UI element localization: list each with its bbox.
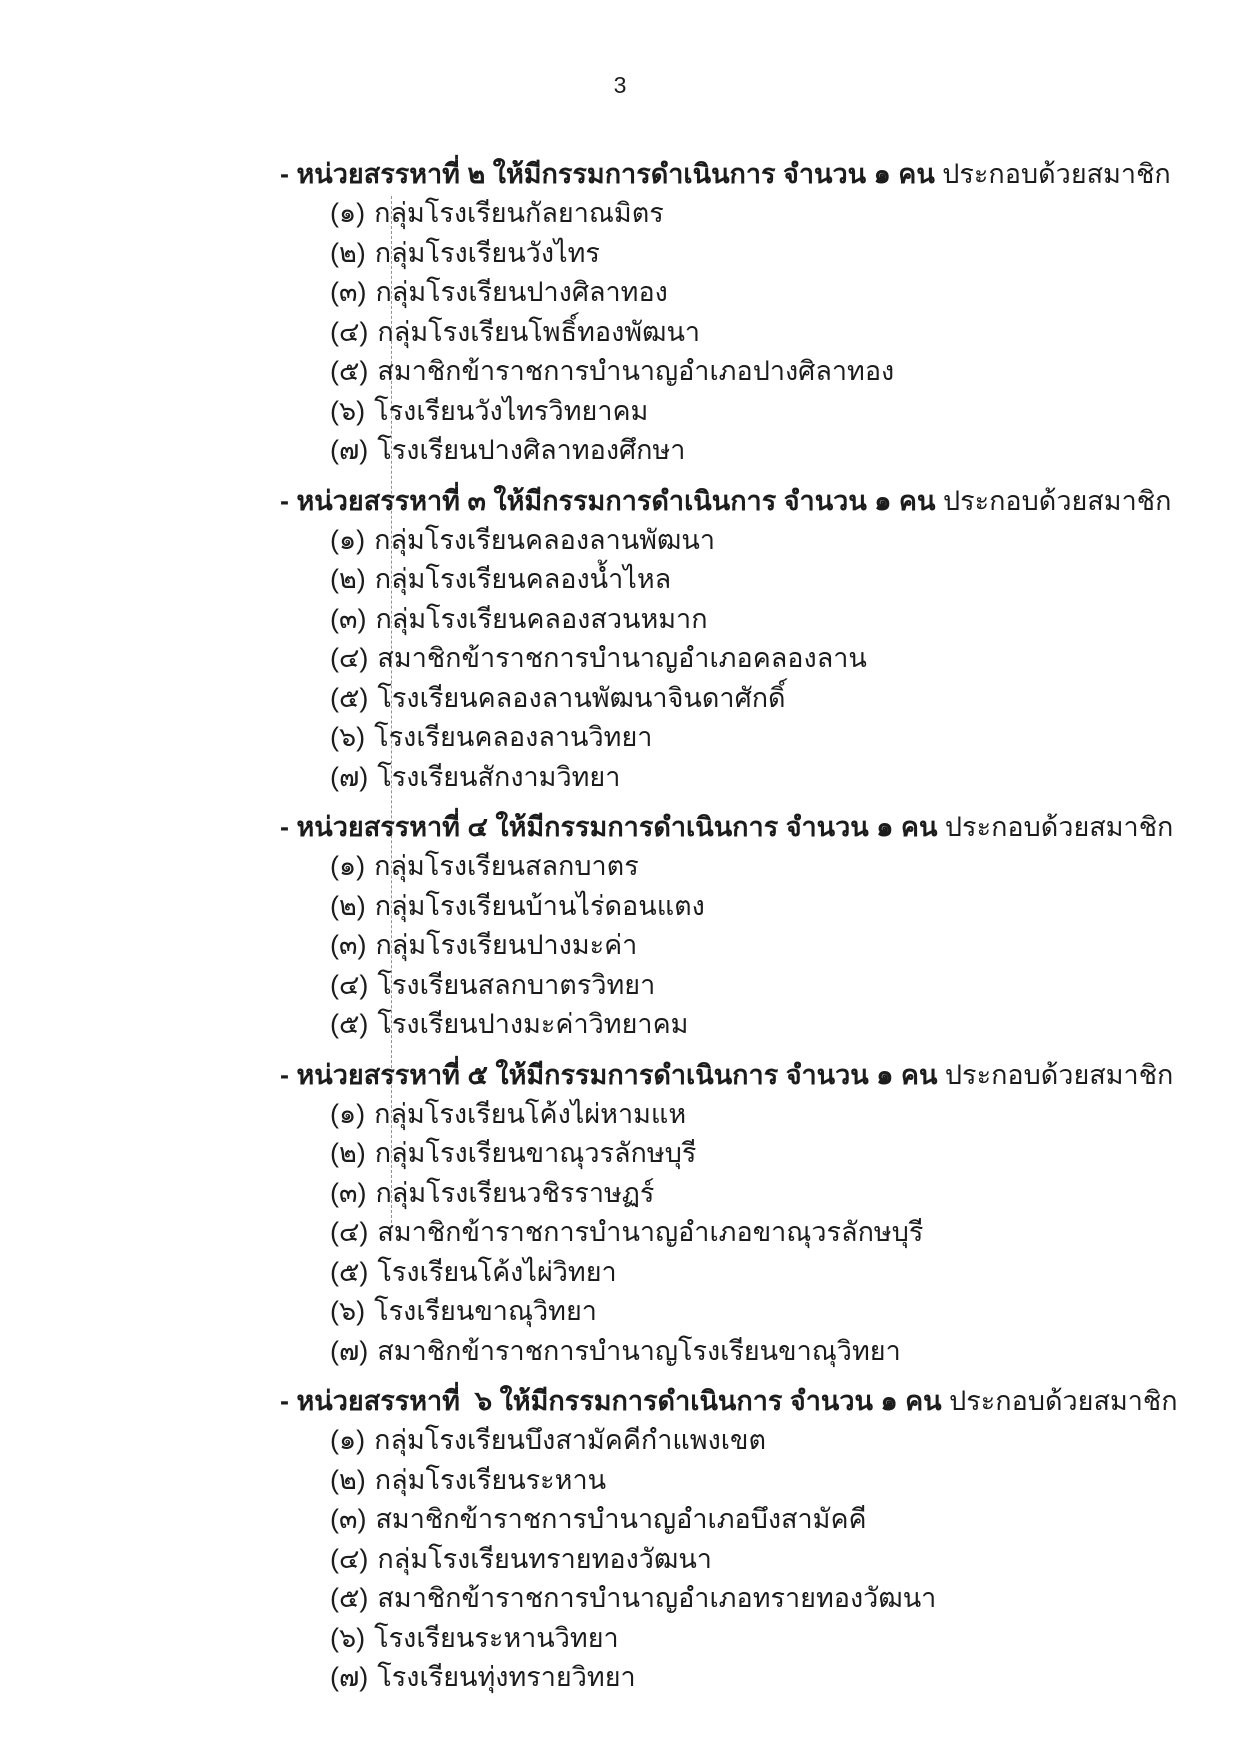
unit-item bbox=[330, 1213, 1240, 1253]
page-number: 3 bbox=[613, 72, 627, 98]
item-number: (๔) bbox=[330, 969, 369, 1000]
unit-item bbox=[330, 1461, 1240, 1501]
unit-item bbox=[330, 1658, 1240, 1698]
unit-heading bbox=[280, 155, 1200, 194]
document-content bbox=[0, 144, 1240, 1698]
unit-heading-suffix-text: ประกอบด้วยสมาชิก bbox=[934, 159, 1171, 189]
unit-section bbox=[0, 1045, 1240, 1372]
unit-item bbox=[330, 679, 1240, 719]
unit-heading-bold-text: - หน่วยสรรหาที่ ๔ ให้มีกรรมการดำเนินการ จำนวน ๑ คน bbox=[280, 812, 938, 842]
item-number: (๔) bbox=[330, 1543, 369, 1574]
item-number: (๖) bbox=[330, 1296, 366, 1326]
item-number: (๑) bbox=[330, 198, 366, 228]
item-text: กลุ่มโรงเรียนสลกบาตร bbox=[374, 851, 639, 881]
unit-heading-suffix-text: ประกอบด้วยสมาชิก bbox=[937, 812, 1174, 842]
item-text: กลุ่มโรงเรียนระหาน bbox=[374, 1464, 607, 1495]
item-number: (๑) bbox=[330, 1425, 366, 1455]
item-text: สมาชิกข้าราชการบำนาญอำเภอคลองลาน bbox=[377, 643, 867, 673]
unit-item bbox=[330, 313, 1240, 353]
item-text: กลุ่มโรงเรียนทรายทองวัฒนา bbox=[377, 1543, 712, 1574]
item-text: โรงเรียนขาณุวิทยา bbox=[374, 1296, 597, 1326]
unit-item bbox=[330, 194, 1240, 234]
item-number: (๓) bbox=[330, 603, 367, 634]
unit-item-list bbox=[0, 194, 1240, 471]
item-number: (๔) bbox=[330, 316, 369, 347]
unit-item bbox=[330, 1619, 1240, 1659]
unit-item bbox=[330, 639, 1240, 679]
item-text: โรงเรียนปางศิลาทองศึกษา bbox=[377, 435, 686, 465]
unit-heading bbox=[280, 808, 1200, 847]
unit-heading-suffix-text: ประกอบด้วยสมาชิก bbox=[937, 1059, 1174, 1090]
item-text: โรงเรียนสลกบาตรวิทยา bbox=[377, 969, 656, 1000]
item-text: กลุ่มโรงเรียนคลองน้ำไหล bbox=[374, 564, 672, 594]
item-number: (๕) bbox=[330, 1009, 369, 1039]
item-text: สมาชิกข้าราชการบำนาญอำเภอบึงสามัคคี bbox=[375, 1504, 867, 1534]
item-text: กลุ่มโรงเรียนปางมะค่า bbox=[375, 930, 638, 960]
unit-item bbox=[330, 758, 1240, 798]
unit-item bbox=[330, 966, 1240, 1006]
unit-item bbox=[330, 560, 1240, 600]
item-number: (๒) bbox=[330, 890, 366, 921]
unit-item bbox=[330, 718, 1240, 758]
item-number: (๕) bbox=[330, 1256, 369, 1287]
item-number: (๗) bbox=[330, 761, 369, 792]
unit-heading-bold-text: - หน่วยสรรหาที่ ๖ ให้มีกรรมการดำเนินการ จำนวน ๑ คน bbox=[280, 1386, 942, 1416]
item-number: (๓) bbox=[330, 277, 367, 307]
item-number: (๓) bbox=[330, 1177, 367, 1208]
item-number: (๒) bbox=[330, 564, 366, 594]
item-text: โรงเรียนสักงามวิทยา bbox=[377, 761, 621, 792]
unit-item bbox=[330, 1174, 1240, 1214]
item-number: (๗) bbox=[330, 435, 369, 465]
unit-heading bbox=[280, 1382, 1200, 1421]
item-number: (๗) bbox=[330, 1335, 369, 1366]
item-number: (๓) bbox=[330, 930, 367, 960]
unit-item bbox=[330, 1005, 1240, 1045]
unit-item bbox=[330, 234, 1240, 274]
unit-heading-suffix-text: ประกอบด้วยสมาชิก bbox=[941, 1386, 1178, 1416]
unit-item bbox=[330, 1332, 1240, 1372]
unit-item bbox=[330, 847, 1240, 887]
item-text: สมาชิกข้าราชการบำนาญโรงเรียนขาณุวิทยา bbox=[377, 1335, 901, 1366]
item-number: (๖) bbox=[330, 395, 366, 426]
unit-item-list bbox=[0, 847, 1240, 1045]
item-text: โรงเรียนวังไทรวิทยาคม bbox=[374, 395, 649, 426]
unit-heading-suffix-text: ประกอบด้วยสมาชิก bbox=[935, 485, 1172, 516]
unit-item bbox=[330, 521, 1240, 561]
unit-item bbox=[330, 392, 1240, 432]
unit-item bbox=[330, 1253, 1240, 1293]
item-number: (๕) bbox=[330, 682, 369, 713]
item-number: (๓) bbox=[330, 1504, 367, 1534]
item-text: โรงเรียนปางมะค่าวิทยาคม bbox=[377, 1009, 689, 1039]
item-number: (๖) bbox=[330, 722, 366, 752]
item-text: กลุ่มโรงเรียนโพธิ์ทองพัฒนา bbox=[377, 316, 701, 347]
item-text: กลุ่มโรงเรียนขาณุวรลักษบุรี bbox=[374, 1138, 697, 1168]
item-text: กลุ่มโรงเรียนโค้งไผ่หามแห bbox=[374, 1098, 687, 1129]
unit-heading bbox=[280, 482, 1200, 521]
item-number: (๗) bbox=[330, 1662, 369, 1692]
item-text: กลุ่มโรงเรียนบ้านไร่ดอนแตง bbox=[374, 890, 705, 921]
unit-item bbox=[330, 926, 1240, 966]
unit-item bbox=[330, 600, 1240, 640]
item-number: (๑) bbox=[330, 524, 366, 555]
unit-section bbox=[0, 797, 1240, 1045]
item-text: โรงเรียนคลองลานพัฒนาจินดาศักดิ์ bbox=[377, 682, 786, 713]
unit-item bbox=[330, 1500, 1240, 1540]
unit-heading-bold-text: - หน่วยสรรหาที่ ๕ ให้มีกรรมการดำเนินการ จำนวน ๑ คน bbox=[280, 1059, 938, 1090]
item-text: กลุ่มโรงเรียนกัลยาณมิตร bbox=[374, 198, 664, 228]
scan-artifact-dashed-line bbox=[391, 196, 392, 1228]
unit-heading bbox=[280, 1056, 1200, 1095]
unit-item bbox=[330, 887, 1240, 927]
unit-item-list bbox=[0, 1095, 1240, 1372]
unit-item bbox=[330, 352, 1240, 392]
unit-item-list bbox=[0, 521, 1240, 798]
item-number: (๔) bbox=[330, 643, 369, 673]
item-text: สมาชิกข้าราชการบำนาญอำเภอทรายทองวัฒนา bbox=[377, 1583, 937, 1613]
item-number: (๒) bbox=[330, 1138, 366, 1168]
item-number: (๒) bbox=[330, 1464, 366, 1495]
item-text: โรงเรียนโค้งไผ่วิทยา bbox=[377, 1256, 617, 1287]
item-number: (๑) bbox=[330, 1098, 366, 1129]
item-text: โรงเรียนทุ่งทรายวิทยา bbox=[377, 1662, 636, 1692]
item-text: กลุ่มโรงเรียนบึงสามัคคีกำแพงเขต bbox=[374, 1425, 767, 1455]
unit-section bbox=[0, 1371, 1240, 1698]
item-number: (๒) bbox=[330, 237, 366, 268]
unit-heading-bold-text: - หน่วยสรรหาที่ ๓ ให้มีกรรมการดำเนินการ จำนวน ๑ คน bbox=[280, 485, 936, 516]
unit-item bbox=[330, 1421, 1240, 1461]
item-text: กลุ่มโรงเรียนคลองสวนหมาก bbox=[375, 603, 708, 634]
unit-heading-bold-text: - หน่วยสรรหาที่ ๒ ให้มีกรรมการดำเนินการ จำนวน ๑ คน bbox=[280, 159, 935, 189]
item-text: กลุ่มโรงเรียนวชิรราษฏร์ bbox=[375, 1177, 655, 1208]
item-text: โรงเรียนระหานวิทยา bbox=[374, 1622, 619, 1653]
item-number: (๔) bbox=[330, 1217, 369, 1247]
item-number: (๕) bbox=[330, 356, 369, 386]
item-text: กลุ่มโรงเรียนคลองลานพัฒนา bbox=[374, 524, 715, 555]
item-text: กลุ่มโรงเรียนวังไทร bbox=[374, 237, 600, 268]
unit-section bbox=[0, 471, 1240, 798]
unit-item bbox=[330, 273, 1240, 313]
item-text: โรงเรียนคลองลานวิทยา bbox=[374, 722, 653, 752]
unit-item bbox=[330, 1540, 1240, 1580]
unit-item bbox=[330, 431, 1240, 471]
unit-item bbox=[330, 1134, 1240, 1174]
item-number: (๖) bbox=[330, 1622, 366, 1653]
unit-item bbox=[330, 1095, 1240, 1135]
item-number: (๕) bbox=[330, 1583, 369, 1613]
item-text: สมาชิกข้าราชการบำนาญอำเภอปางศิลาทอง bbox=[377, 356, 895, 386]
item-number: (๑) bbox=[330, 851, 366, 881]
item-text: กลุ่มโรงเรียนปางศิลาทอง bbox=[375, 277, 668, 307]
unit-section bbox=[0, 144, 1240, 471]
unit-item-list bbox=[0, 1421, 1240, 1698]
unit-item bbox=[330, 1292, 1240, 1332]
item-text: สมาชิกข้าราชการบำนาญอำเภอขาณุวรลักษบุรี bbox=[377, 1217, 924, 1247]
unit-item bbox=[330, 1579, 1240, 1619]
